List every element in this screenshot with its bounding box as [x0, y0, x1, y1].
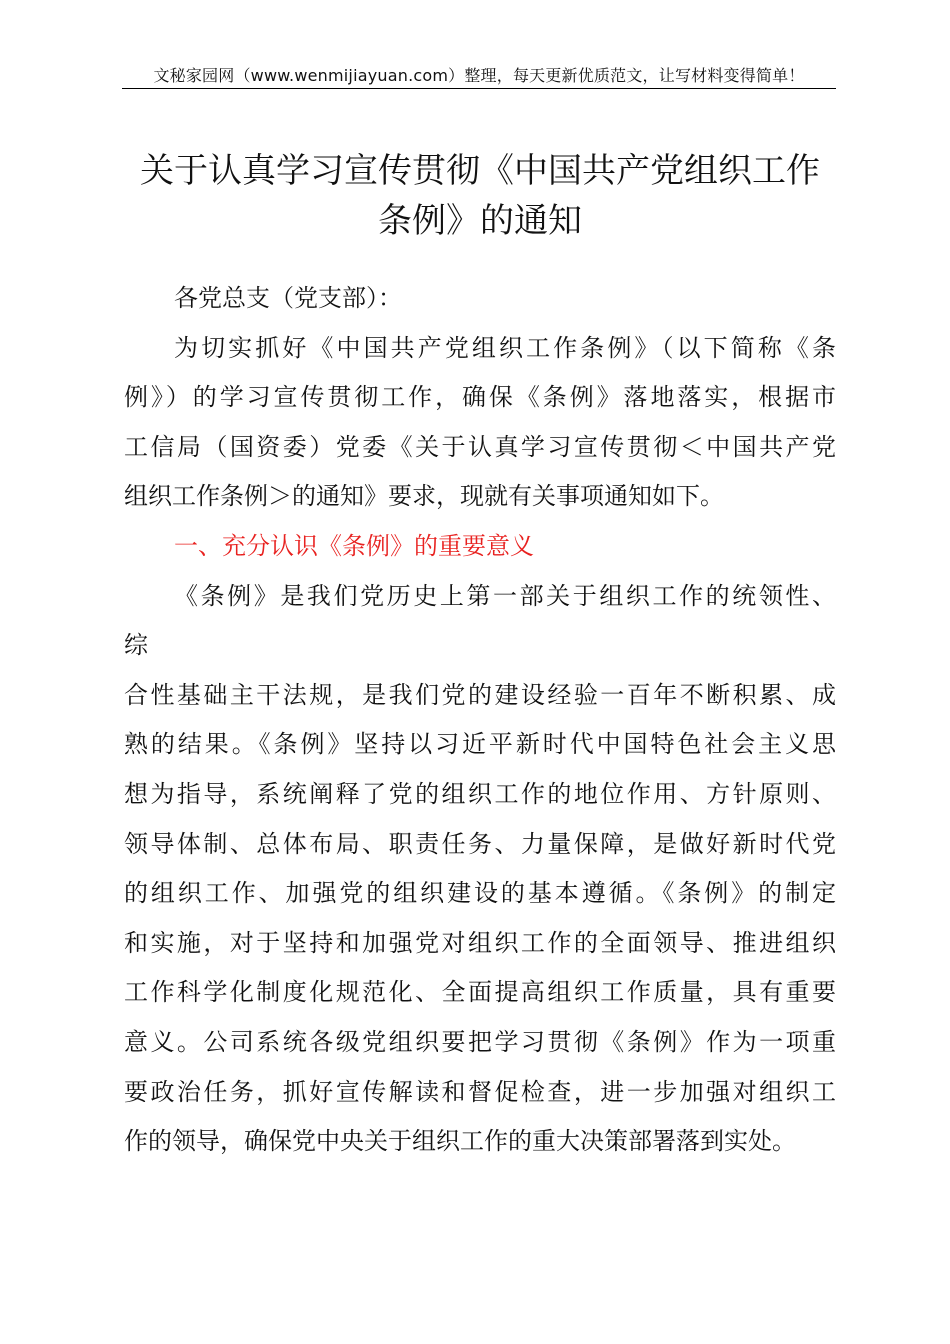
intro-line-3: 工信局（国资委）党委《关于认真学习宣传贯彻＜中国共产党 [124, 432, 836, 461]
section-1-line-10: 意义。公司系统各级党组织要把学习贯彻《条例》作为一项重 [124, 1027, 836, 1056]
section-1-line-8: 和实施，对于坚持和加强党对组织工作的全面领导、推进组织 [124, 928, 836, 957]
section-1-line-3: 合性基础主干法规，是我们党的建设经验一百年不断积累、成 [124, 680, 836, 709]
intro-line-1: 为切实抓好《中国共产党组织工作条例》（以下简称《条 [174, 333, 836, 362]
section-1-line-6: 领导体制、总体布局、职责任务、力量保障，是做好新时代党 [124, 829, 836, 858]
intro-line-2: 例》）的学习宣传贯彻工作，确保《条例》落地落实，根据市 [124, 383, 836, 412]
document-title [110, 146, 850, 245]
document-body [124, 274, 836, 1167]
section-1-line-5: 想为指导，系统阐释了党的组织工作的地位作用、方针原则、 [124, 779, 836, 808]
section-1-line-4: 熟的结果。《条例》坚持以习近平新时代中国特色社会主义思 [124, 730, 836, 759]
section-1-line-12: 作的领导，确保党中央关于组织工作的重大决策部署落到实处。 [124, 1127, 796, 1156]
title-line-2: 条例》的通知 [378, 200, 582, 241]
intro-line-4: 组织工作条例＞的通知》要求，现就有关事项通知如下。 [124, 482, 724, 511]
section-1-line-1: 《条例》是我们党历史上第一部关于组织工作的统领性、 [174, 581, 836, 610]
salutation: 各党总支（党支部）： [174, 284, 402, 312]
page-header-banner: 文秘家园网（www.wenmijiayuan.com）整理，每天更新优质范文，让写材料变得简单！ [153, 66, 805, 85]
header-divider [122, 88, 836, 89]
section-1-line-7: 的组织工作、加强党的组织建设的基本遵循。《条例》的制定 [124, 879, 836, 908]
section-1-line-9: 工作科学化制度化规范化、全面提高组织工作质量，具有重要 [124, 978, 836, 1007]
title-line-1: 关于认真学习宣传贯彻《中国共产党组织工作 [140, 151, 820, 191]
section-1-line-2: 综 [124, 631, 148, 660]
section-1-line-11: 要政治任务，抓好宣传解读和督促检查，进一步加强对组织工 [124, 1077, 836, 1106]
section-1-heading: 一、充分认识《条例》的重要意义 [174, 531, 534, 560]
